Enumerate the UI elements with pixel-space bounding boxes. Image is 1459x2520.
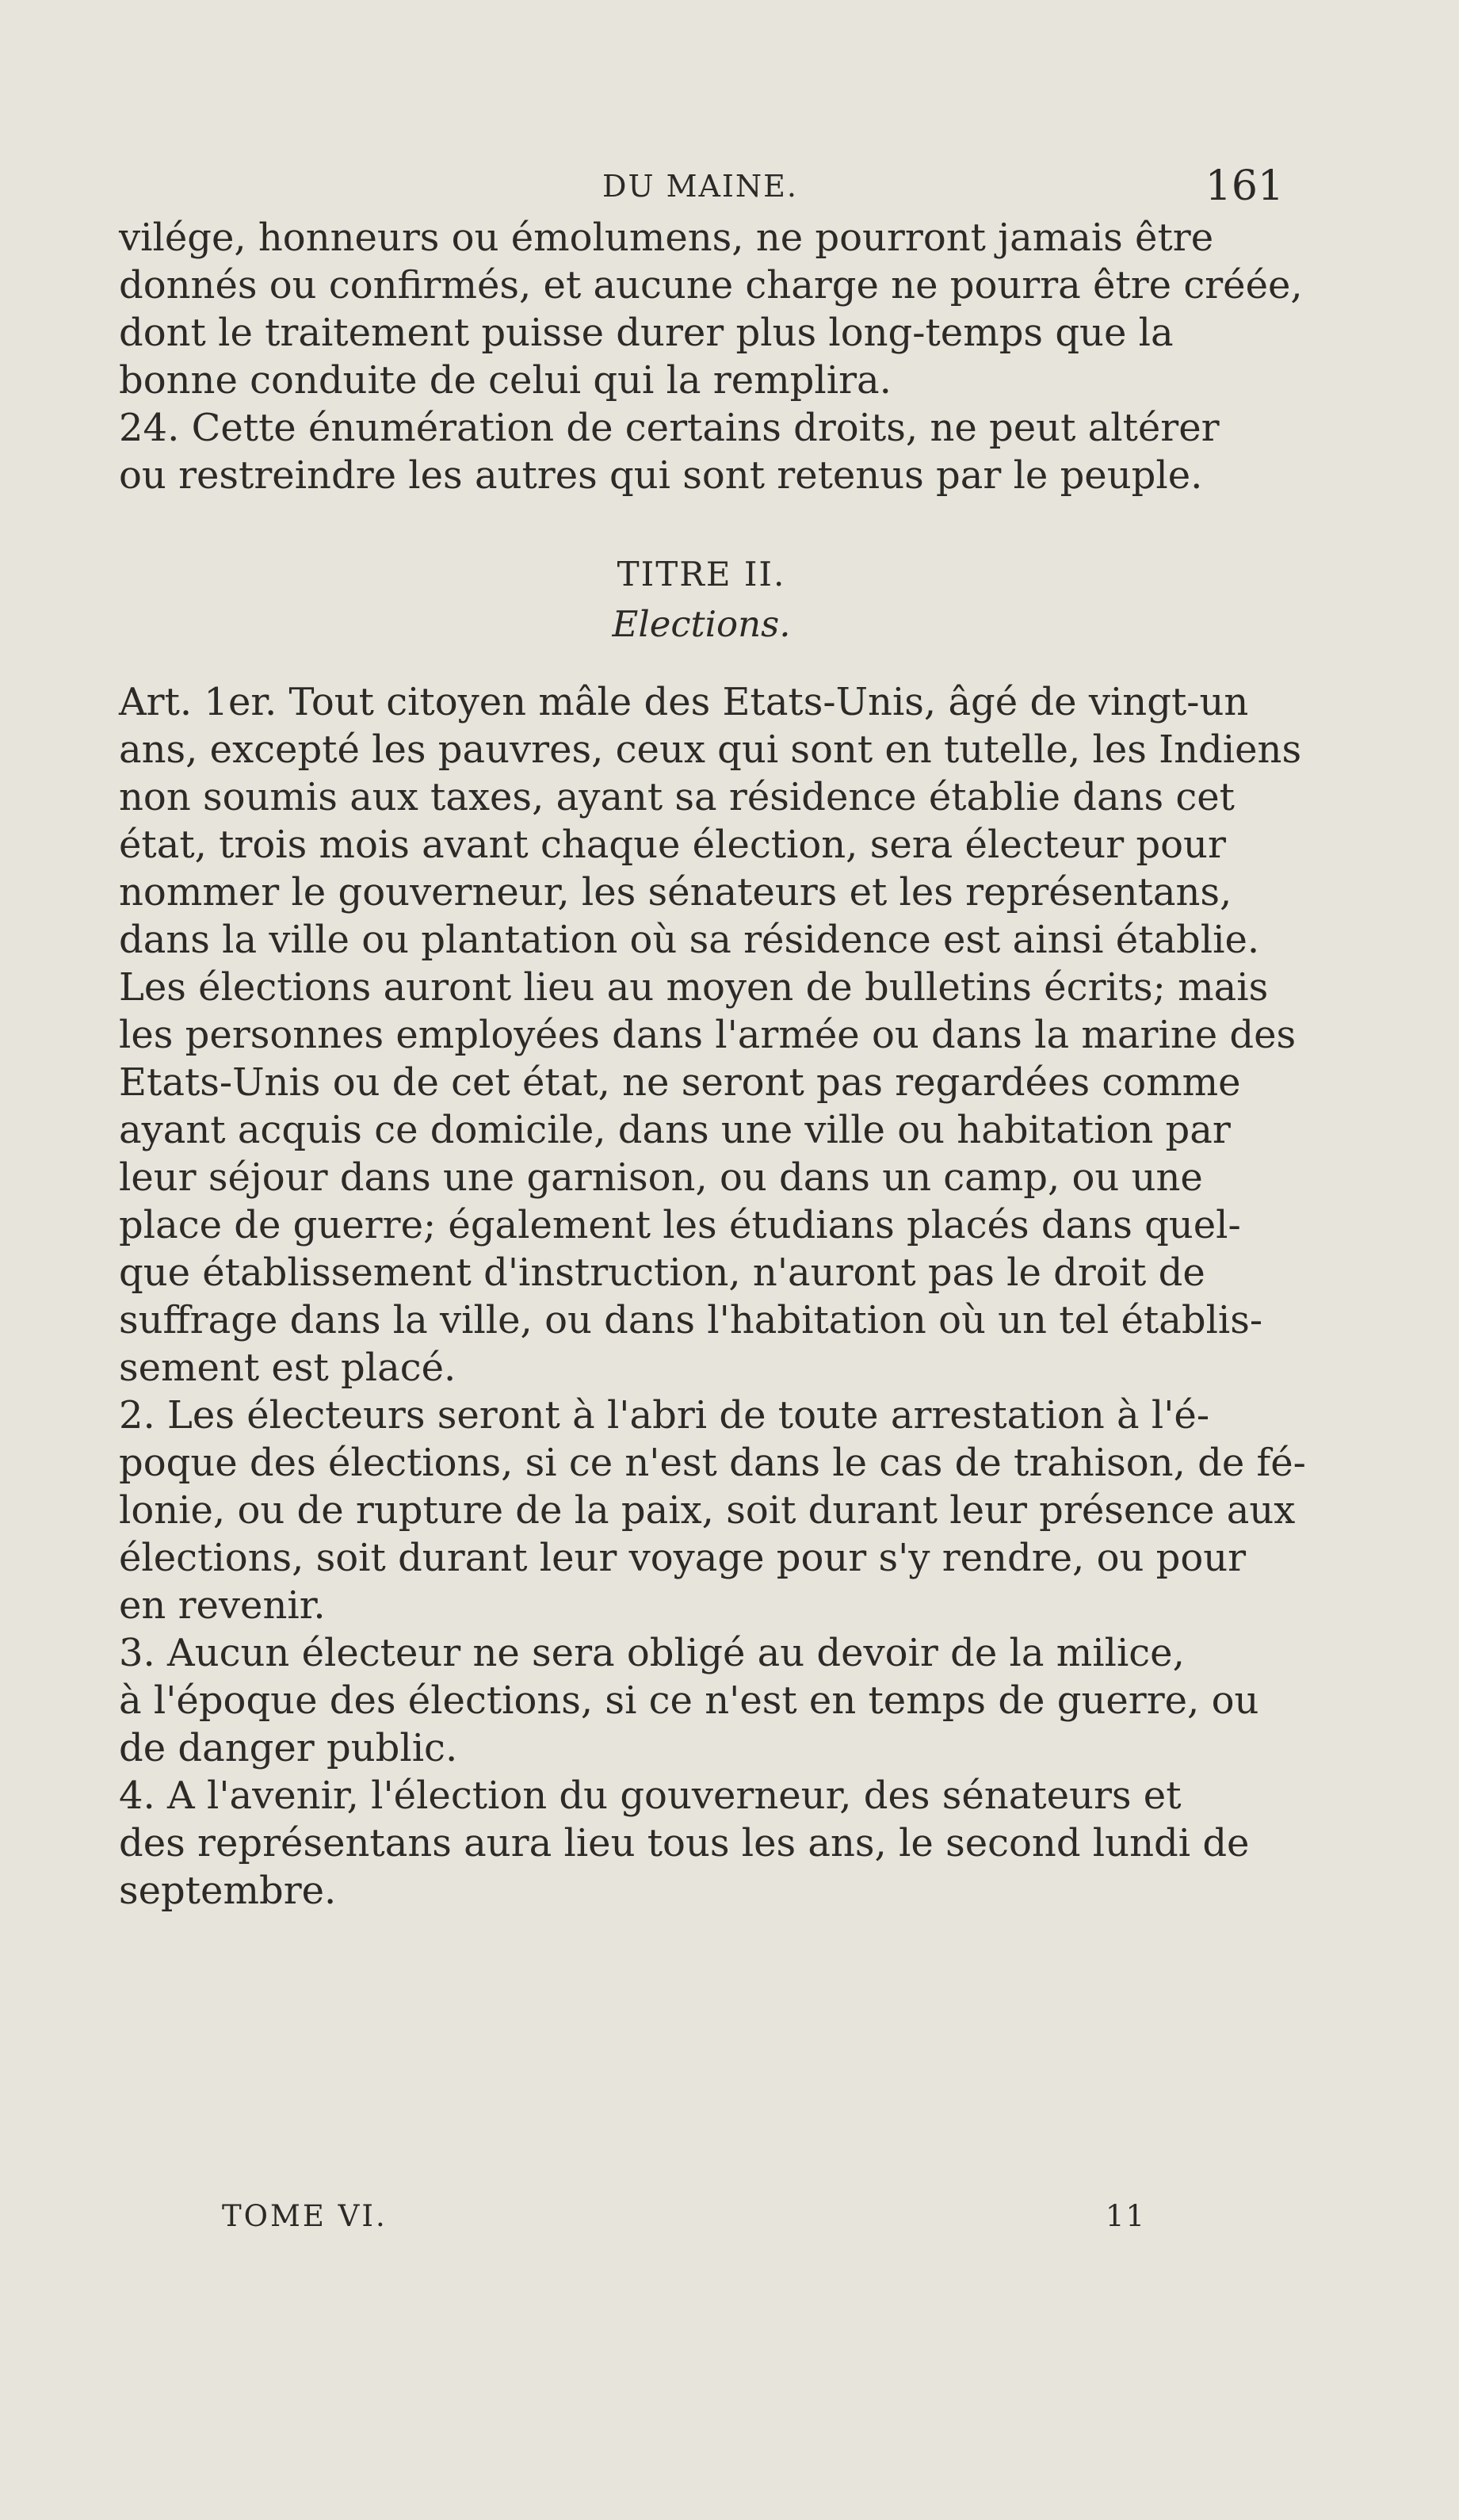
text-line: les personnes employées dans l'armée ou dans la marine des [119, 1013, 1297, 1057]
page-number: 161 [1205, 162, 1284, 210]
page-footer [119, 2199, 1284, 2239]
text-line: place de guerre; également les étudians placés dans quel- [119, 1203, 1241, 1247]
text-line: 4. A l'avenir, l'élection du gouverneur, des sénateurs et [119, 1774, 1182, 1818]
text-line: sement est placé. [119, 1346, 456, 1390]
text-line: en revenir. [119, 1583, 326, 1628]
text-line: 24. Cette énumération de certains droits, ne peut altérer [119, 406, 1220, 450]
text-line: suffrage dans la ville, ou dans l'habitation où un tel établis- [119, 1298, 1263, 1342]
text-line: élections, soit durant leur voyage pour s'y rendre, ou pour [119, 1536, 1247, 1580]
text-line: nommer le gouverneur, les sénateurs et les représentans, [119, 870, 1232, 914]
text-line: Etats-Unis ou de cet état, ne seront pas regardées comme [119, 1060, 1241, 1105]
text-line: Art. 1er. Tout citoyen mâle des Etats-Unis, âgé de vingt-un [119, 680, 1249, 724]
text-line: ou restreindre les autres qui sont retenus par le peuple. [119, 453, 1203, 498]
text-line: 3. Aucun électeur ne sera obligé au devoir de la milice, [119, 1631, 1185, 1675]
text-line: 2. Les électeurs seront à l'abri de toute arrestation à l'é- [119, 1393, 1210, 1438]
signature-mark: 11 [1106, 2199, 1147, 2233]
text-line: à l'époque des élections, si ce n'est en temps de guerre, ou [119, 1678, 1259, 1723]
section-subtitle: Elections. [612, 603, 791, 645]
text-line: donnés ou confirmés, et aucune charge ne pourra être créée, [119, 263, 1303, 307]
text-line: septembre. [119, 1869, 337, 1913]
text-line: bonne conduite de celui qui la remplira. [119, 358, 892, 403]
volume-label: TOME VI. [222, 2199, 388, 2233]
text-line: poque des élections, si ce n'est dans le cas de trahison, de fé- [119, 1441, 1306, 1485]
text-line: Les élections auront lieu au moyen de bulletins écrits; mais [119, 965, 1269, 1010]
running-head: DU MAINE. [602, 169, 799, 204]
text-line: ans, excepté les pauvres, ceux qui sont en tutelle, les Indiens [119, 727, 1302, 772]
text-line: vilége, honneurs ou émolumens, ne pourront jamais être [119, 216, 1214, 260]
text-line: dont le traitement puisse durer plus long-temps que la [119, 311, 1174, 355]
page-header [119, 162, 1284, 210]
text-line: non soumis aux taxes, ayant sa résidence établie dans cet [119, 775, 1235, 819]
section-title: TITRE II. [617, 555, 786, 594]
text-line: ayant acquis ce domicile, dans une ville ou habitation par [119, 1108, 1231, 1152]
text-line: leur séjour dans une garnison, ou dans un camp, ou une [119, 1155, 1203, 1200]
text-line: état, trois mois avant chaque élection, sera électeur pour [119, 823, 1226, 867]
text-line: de danger public. [119, 1726, 458, 1770]
text-line: que établissement d'instruction, n'auront pas le droit de [119, 1250, 1205, 1295]
page-body [119, 214, 1306, 1915]
text-line: lonie, ou de rupture de la paix, soit durant leur présence aux [119, 1488, 1296, 1533]
text-line: dans la ville ou plantation où sa résidence est ainsi établie. [119, 918, 1260, 962]
text-line: des représentans aura lieu tous les ans, le second lundi de [119, 1821, 1250, 1865]
